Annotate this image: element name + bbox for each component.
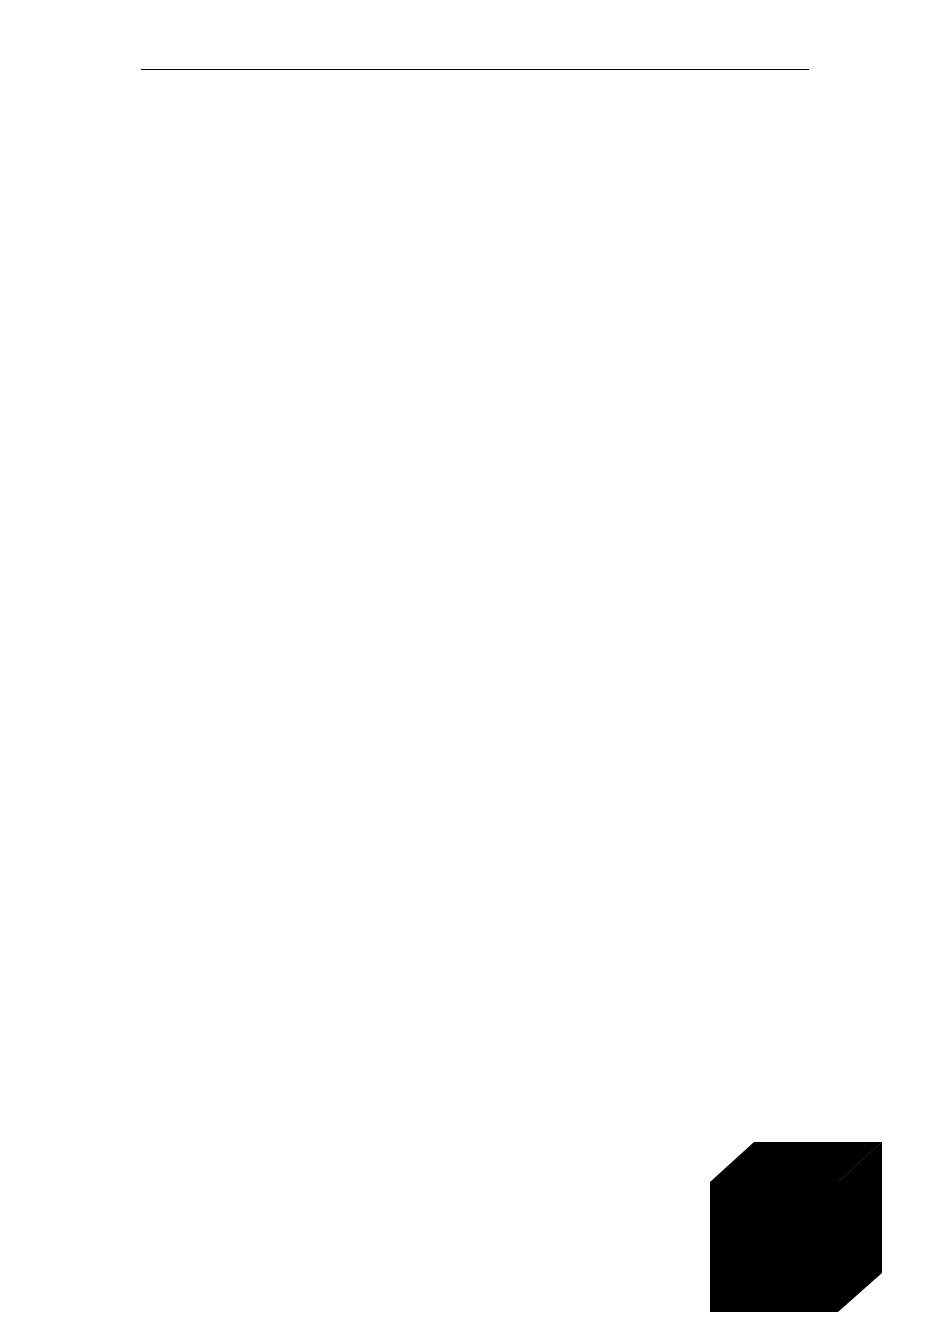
- header-rule: [141, 69, 809, 70]
- cube-front-face: [710, 1182, 838, 1312]
- cube-figure: [700, 1135, 890, 1320]
